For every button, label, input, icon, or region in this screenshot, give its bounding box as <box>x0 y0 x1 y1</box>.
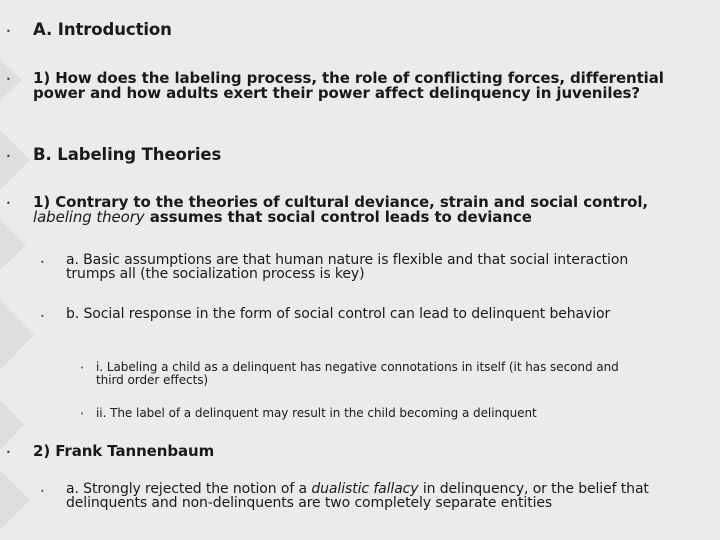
bullet-icon: • <box>40 258 45 267</box>
bullet-item-basic-assumptions <box>40 254 690 281</box>
bullet-icon: • <box>80 410 85 418</box>
bullet-icon: • <box>6 75 11 84</box>
bullet-item-label-result <box>80 407 690 420</box>
contrary-text-post: assumes that social control leads to deviance <box>144 208 532 226</box>
labeling-theory-term: labeling theory <box>33 208 145 226</box>
contrary-text-pre: 1) Contrary to the theories of cultural deviance, strain and social control, <box>33 193 649 211</box>
dualistic-text <box>66 483 661 510</box>
bullet-icon: • <box>6 27 11 36</box>
intro-heading: A. Introduction <box>33 20 172 39</box>
bullet-icon: • <box>40 312 45 321</box>
bullet-icon: • <box>80 364 85 372</box>
bullet-item-intro-question <box>6 71 696 101</box>
contrary-text <box>33 195 673 225</box>
bullet-item-dualistic <box>40 483 690 510</box>
label-result-text: ii. The label of a delinquent may result in the child becoming a delinquent <box>96 406 537 420</box>
bullet-item-contrary <box>6 195 696 225</box>
intro-question: 1) How does the labeling process, the role of conflicting forces, differential power and how adults exert their power affect delinquency in juveniles? <box>33 69 664 102</box>
dualistic-fallacy-term: dualistic fallacy <box>311 481 419 497</box>
dualistic-text-post: in delinquency, or the belief that delinquents and non-delinquents are two completely separate entities <box>66 481 649 511</box>
bullet-item-labeling-heading <box>6 147 696 162</box>
labeling-child-text: i. Labeling a child as a delinquent has negative connotations in itself (it has second and third order effects) <box>96 360 619 387</box>
bullet-item-labeling-child <box>80 361 690 386</box>
bullet-icon: • <box>6 448 11 457</box>
labeling-heading: B. Labeling Theories <box>33 145 222 164</box>
social-response-text: b. Social response in the form of social control can lead to delinquent behavior <box>66 306 611 322</box>
dualistic-text-pre: a. Strongly rejected the notion of a <box>66 481 312 497</box>
basic-assumptions-text: a. Basic assumptions are that human nature is flexible and that social interaction trumps all (the socialization process is key) <box>66 252 629 282</box>
bullet-item-tannenbaum <box>6 444 696 459</box>
bullet-icon: • <box>6 199 11 208</box>
bullet-item-social-response <box>40 308 690 322</box>
bullet-icon: • <box>6 152 11 161</box>
bullet-item-intro-heading <box>6 22 696 37</box>
tannenbaum-heading: 2) Frank Tannenbaum <box>33 442 215 460</box>
bullet-icon: • <box>40 487 45 496</box>
